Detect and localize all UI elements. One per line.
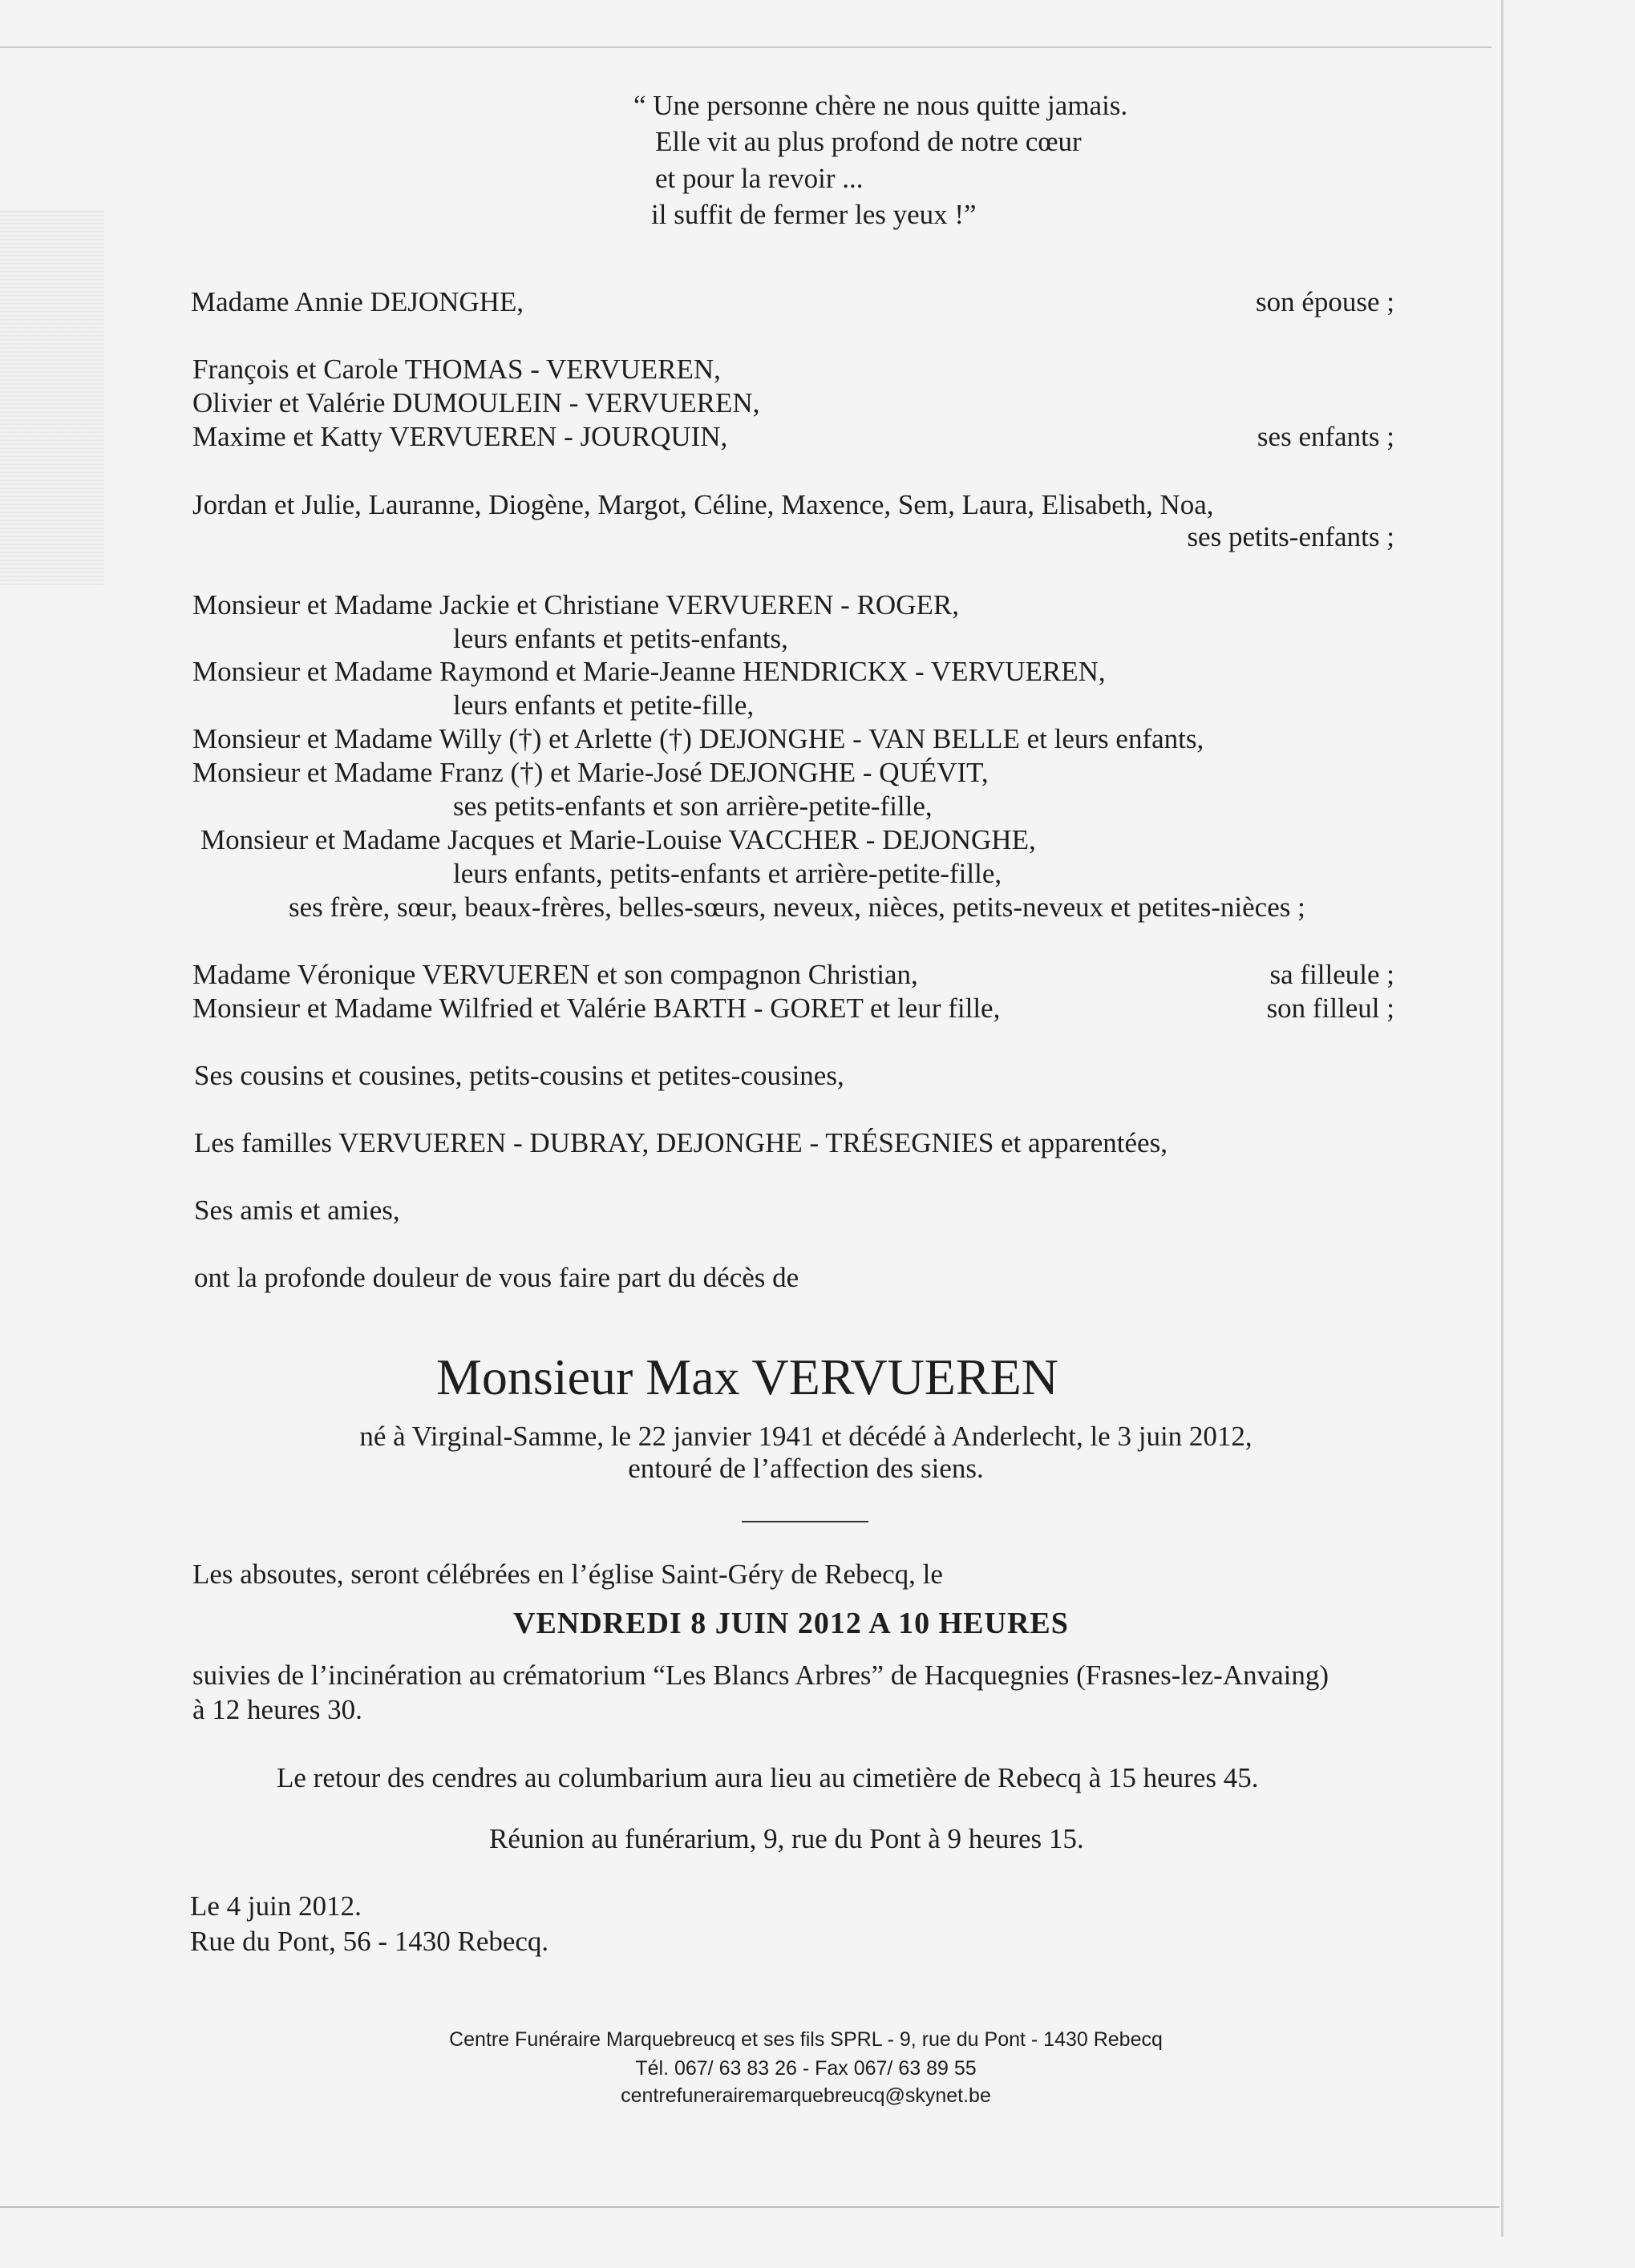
goddaughter-role: sa filleule ; <box>1269 959 1394 990</box>
sibling-line: ses petits-enfants et son arrière-petite-fille, <box>453 790 933 822</box>
children-role: ses enfants ; <box>1257 421 1394 452</box>
friends-line: Ses amis et amies, <box>194 1195 400 1226</box>
cremation-line-2: à 12 heures 30. <box>192 1694 362 1725</box>
scan-artifact <box>0 208 104 585</box>
signoff-date: Le 4 juin 2012. <box>190 1890 362 1922</box>
grandchildren-role: ses petits-enfants ; <box>1187 521 1394 552</box>
separator-rule <box>742 1521 868 1522</box>
grandchildren-line: Jordan et Julie, Lauranne, Diogène, Margot, Céline, Maxence, Sem, Laura, Elisabeth, Noa, <box>192 489 1214 520</box>
godson-role: son filleul ; <box>1266 993 1394 1024</box>
sibling-line: Monsieur et Madame Jackie et Christiane VERVUEREN - ROGER, <box>192 589 959 621</box>
quote-line-1: “ Une personne chère ne nous quitte jamais. <box>633 90 1128 121</box>
families-line: Les familles VERVUEREN - DUBRAY, DEJONGHE - TRÉSEGNIES et apparentées, <box>194 1127 1168 1158</box>
child-line: François et Carole THOMAS - VERVUEREN, <box>192 354 721 385</box>
cousins-line: Ses cousins et cousines, petits-cousins et petites-cousines, <box>194 1060 844 1091</box>
cremation-line-1: suivies de l’incinération au crématorium “Les Blancs Arbres” de Hacquegnies (Frasnes-lez-Anvaing) <box>192 1660 1329 1691</box>
funeral-home-line-1: Centre Funéraire Marquebreucq et ses fils SPRL - 9, rue du Pont - 1430 Rebecq <box>449 2028 1163 2051</box>
sibling-line: Monsieur et Madame Franz (†) et Marie-José DEJONGHE - QUÉVIT, <box>192 757 989 788</box>
ceremony-date: VENDREDI 8 JUIN 2012 A 10 HEURES <box>513 1607 1069 1640</box>
spouse-name: Madame Annie DEJONGHE, <box>191 286 524 317</box>
quote-line-4: il suffit de fermer les yeux !” <box>651 199 977 230</box>
announce-line: ont la profonde douleur de vous faire part du décès de <box>194 1262 799 1293</box>
meeting-line: Réunion au funérarium, 9, rue du Pont à 9 heures 15. <box>489 1823 1084 1854</box>
scan-edge-bottom <box>0 2206 1499 2208</box>
quote-line-2: Elle vit au plus profond de notre cœur <box>655 126 1082 157</box>
sibling-line: Monsieur et Madame Willy (†) et Arlette (†) DEJONGHE - VAN BELLE et leurs enfants, <box>192 723 1204 754</box>
sibling-line: leurs enfants et petite-fille, <box>453 689 755 721</box>
deceased-dates: né à Virginal-Samme, le 22 janvier 1941 et décédé à Anderlecht, le 3 juin 2012, <box>359 1421 1253 1452</box>
sibling-summary: ses frère, sœur, beaux-frères, belles-sœurs, neveux, nièces, petits-neveux et petites-nièces ; <box>289 891 1305 923</box>
sibling-line: leurs enfants et petits-enfants, <box>453 623 788 654</box>
scan-edge-right <box>1501 0 1503 2237</box>
signoff-address: Rue du Pont, 56 - 1430 Rebecq. <box>190 1926 549 1957</box>
spouse-role: son épouse ; <box>1255 286 1394 317</box>
child-line: Maxime et Katty VERVUEREN - JOURQUIN, <box>192 421 728 452</box>
quote-line-3: et pour la revoir ... <box>655 163 864 194</box>
ceremony-intro: Les absoutes, seront célébrées en l’église Saint-Géry de Rebecq, le <box>192 1558 943 1590</box>
child-line: Olivier et Valérie DUMOULEIN - VERVUEREN, <box>192 387 760 418</box>
sibling-line: leurs enfants, petits-enfants et arrière-petite-fille, <box>453 858 1002 889</box>
sibling-line: Monsieur et Madame Jacques et Marie-Louise VACCHER - DEJONGHE, <box>200 824 1036 855</box>
deceased-name: Monsieur Max VERVUEREN <box>436 1348 1058 1405</box>
funeral-home-line-2: Tél. 067/ 63 83 26 - Fax 067/ 63 89 55 <box>635 2057 977 2080</box>
godson-line: Monsieur et Madame Wilfried et Valérie BARTH - GORET et leur fille, <box>192 993 1001 1024</box>
ashes-line: Le retour des cendres au columbarium aura lieu au cimetière de Rebecq à 15 heures 45. <box>277 1762 1259 1793</box>
sibling-line: Monsieur et Madame Raymond et Marie-Jeanne HENDRICKX - VERVUEREN, <box>192 656 1106 687</box>
deceased-affection: entouré de l’affection des siens. <box>628 1453 984 1484</box>
scan-edge-top <box>0 46 1491 48</box>
goddaughter-line: Madame Véronique VERVUEREN et son compagnon Christian, <box>192 959 918 990</box>
funeral-home-email: centrefunerairemarquebreucq@skynet.be <box>621 2084 991 2107</box>
